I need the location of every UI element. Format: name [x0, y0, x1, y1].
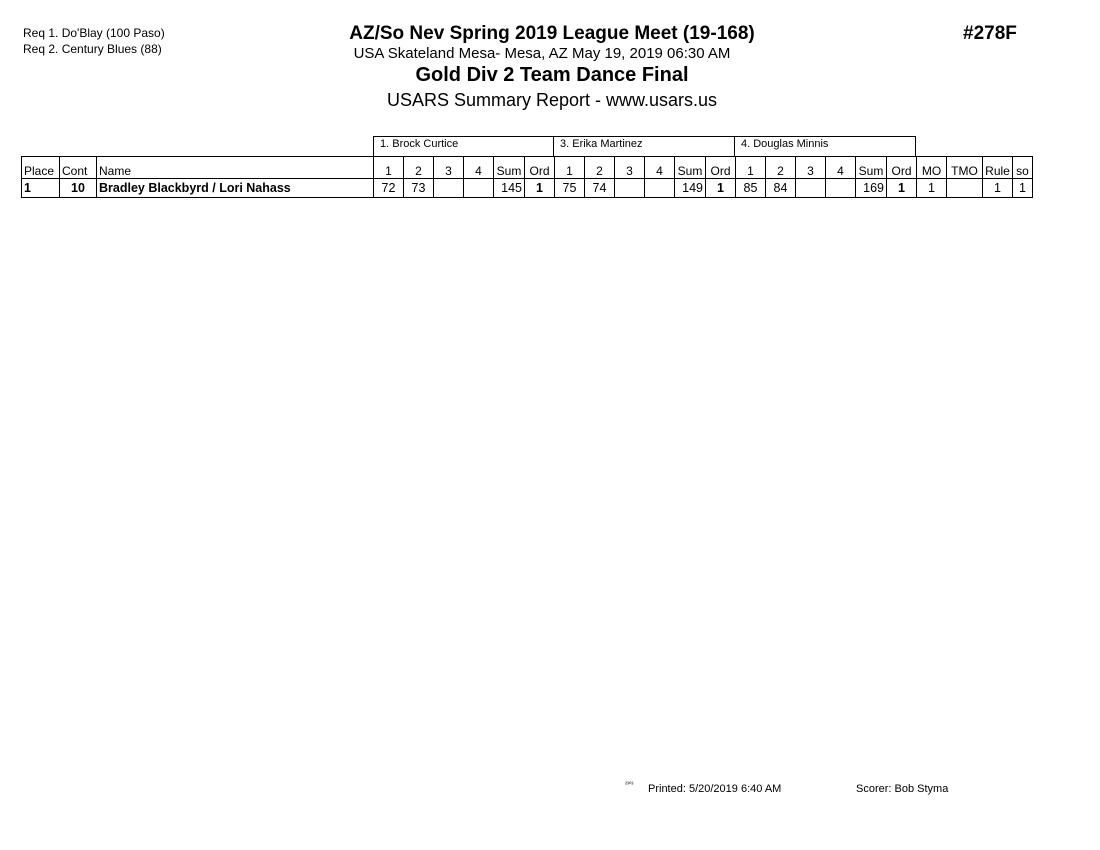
header-name: Name	[97, 157, 374, 179]
header-tmo: TMO	[947, 157, 983, 179]
row-so: 1	[1013, 179, 1033, 198]
printed-timestamp: Printed: 5/20/2019 6:40 AM	[648, 783, 782, 795]
row-j1-score3	[434, 179, 464, 198]
header-j3-score2: 2	[766, 157, 796, 179]
judge-3-header: 4. Douglas Minnis	[734, 136, 916, 156]
row-j1-score2: 73	[404, 179, 434, 198]
row-j3-score3	[796, 179, 826, 198]
header-place: Place	[22, 157, 60, 179]
report-code: ²³⁰³	[625, 782, 634, 788]
row-j1-ord: 1	[525, 179, 555, 198]
header-mo: MO	[917, 157, 947, 179]
row-j3-sum: 169	[856, 179, 887, 198]
header-j3-score1: 1	[736, 157, 766, 179]
table-row	[22, 179, 1033, 198]
row-tmo	[947, 179, 983, 198]
header-j2-score2: 2	[585, 157, 615, 179]
row-j2-ord: 1	[706, 179, 736, 198]
header-cont: Cont	[60, 157, 97, 179]
row-j2-score3	[615, 179, 645, 198]
requirement-2: Req 2. Century Blues (88)	[23, 42, 162, 56]
row-place: 1	[22, 179, 60, 198]
row-mo: 1	[917, 179, 947, 198]
header-j1-score4: 4	[464, 157, 494, 179]
header-j2-score3: 3	[615, 157, 645, 179]
header-j2-score1: 1	[555, 157, 585, 179]
header-j1-ord: Ord	[525, 157, 555, 179]
meet-title: AZ/So Nev Spring 2019 League Meet (19-168)	[349, 23, 755, 44]
report-title: USARS Summary Report - www.usars.us	[386, 90, 718, 110]
header-j2-ord: Ord	[706, 157, 736, 179]
header-rule: Rule	[983, 157, 1013, 179]
row-j2-score1: 75	[555, 179, 585, 198]
row-j3-ord: 1	[887, 179, 917, 198]
header-j1-score3: 3	[434, 157, 464, 179]
results-table	[21, 156, 1033, 198]
header-so: so	[1013, 157, 1033, 179]
header-j1-score1: 1	[374, 157, 404, 179]
row-j2-score2: 74	[585, 179, 615, 198]
event-number: #278F	[963, 23, 1017, 44]
header-j3-score3: 3	[796, 157, 826, 179]
scorer-name: Scorer: Bob Styma	[856, 783, 949, 795]
header-j1-sum: Sum	[494, 157, 525, 179]
row-j3-score2: 84	[766, 179, 796, 198]
judge-2-header: 3. Erika Martinez	[553, 136, 735, 156]
header-j2-sum: Sum	[675, 157, 706, 179]
header-j2-score4: 4	[645, 157, 675, 179]
row-j3-score4	[826, 179, 856, 198]
row-j1-sum: 145	[494, 179, 525, 198]
judge-1-header: 1. Brock Curtice	[373, 136, 554, 156]
row-cont: 10	[60, 179, 97, 198]
event-title: Gold Div 2 Team Dance Final	[415, 64, 689, 86]
header-j3-sum: Sum	[856, 157, 887, 179]
row-name: Bradley Blackbyrd / Lori Nahass	[97, 179, 374, 198]
header-j1-score2: 2	[404, 157, 434, 179]
table-header-row	[22, 157, 1033, 179]
row-j1-score1: 72	[374, 179, 404, 198]
row-rule: 1	[983, 179, 1013, 198]
header-j3-score4: 4	[826, 157, 856, 179]
row-j3-score1: 85	[736, 179, 766, 198]
row-j2-sum: 149	[675, 179, 706, 198]
row-j1-score4	[464, 179, 494, 198]
meet-location: USA Skateland Mesa- Mesa, AZ May 19, 2019 06:30 AM	[353, 45, 731, 62]
header-j3-ord: Ord	[887, 157, 917, 179]
requirement-1: Req 1. Do'Blay (100 Paso)	[23, 26, 165, 40]
row-j2-score4	[645, 179, 675, 198]
